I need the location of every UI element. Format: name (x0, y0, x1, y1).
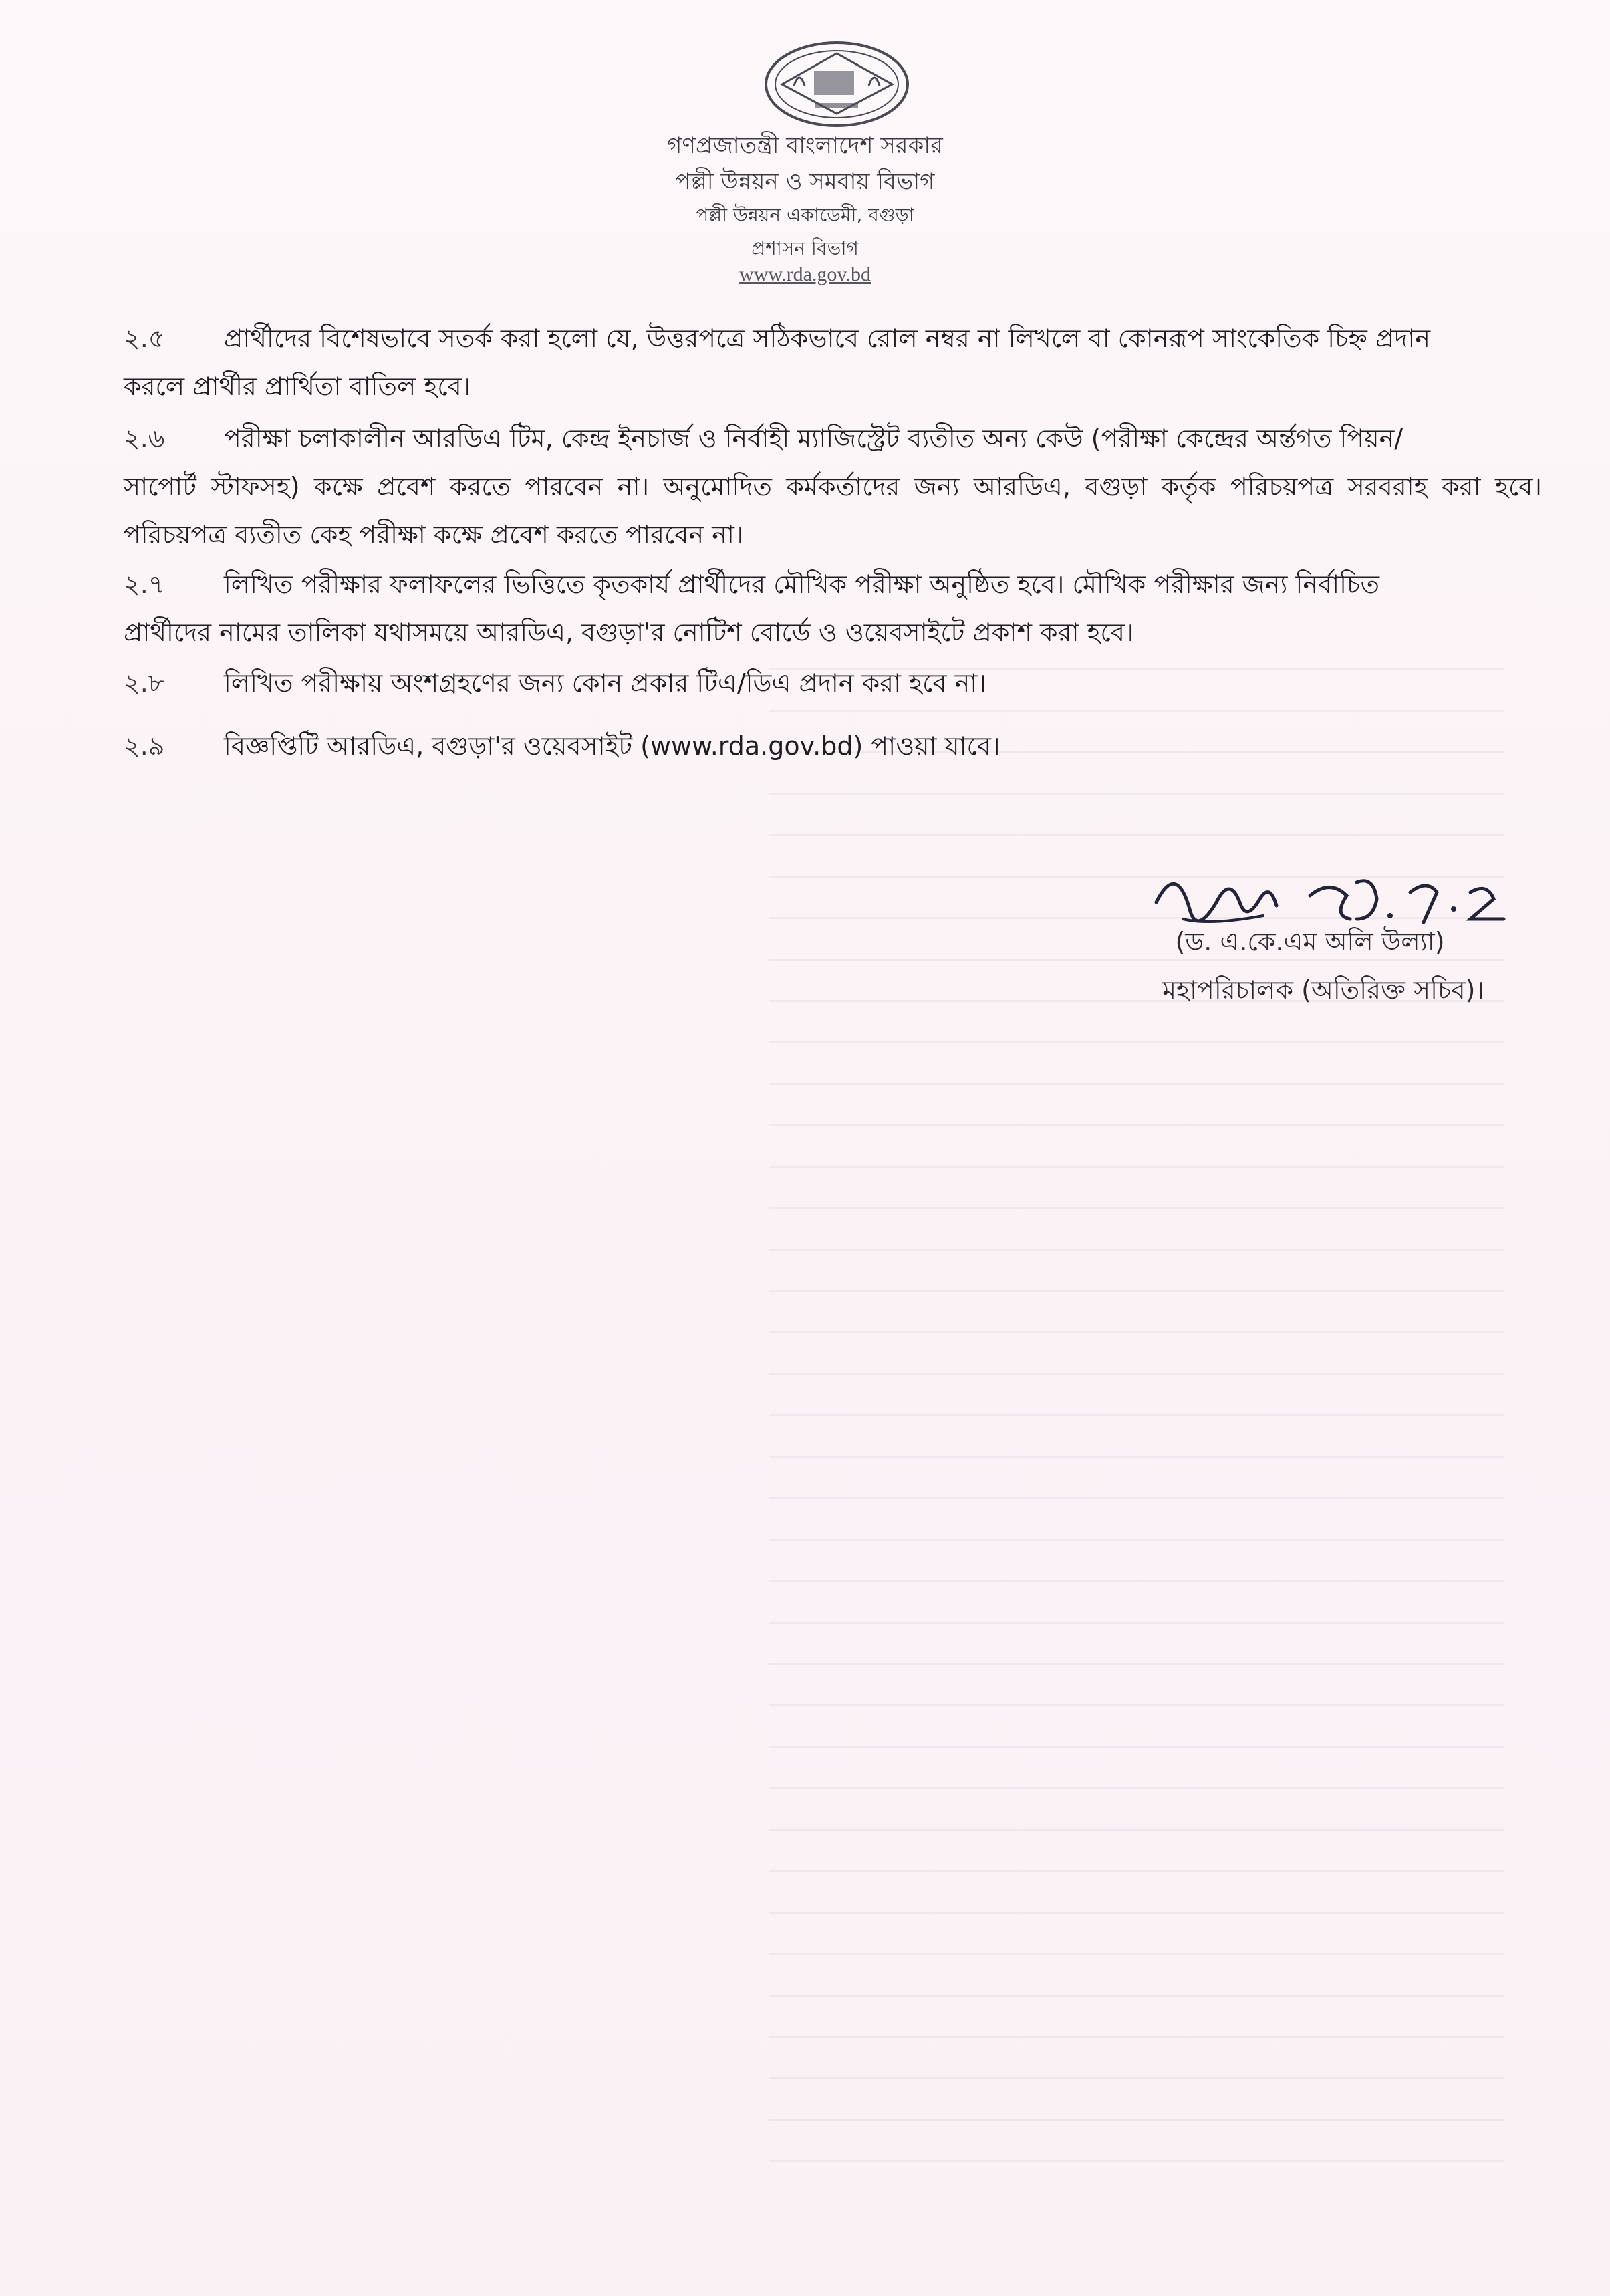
clause-2-8 (124, 659, 1542, 707)
clause-text-rest: সাপোর্ট স্টাফসহ) কক্ষে প্রবেশ করতে পারবেন না। অনুমোদিত কর্মকর্তাদের জন্য আরডিএ, বগুড়া কর্তৃক পরিচয়পত্র সরবরাহ করা হবে। পরিচয়পত্র ব্যতীত কেহ পরীক্ষা কক্ষে প্রবেশ করতে পারবেন না। (124, 472, 1542, 549)
clause-text-rest: করলে প্রার্থীর প্রার্থিতা বাতিল হবে। (124, 372, 471, 401)
clause-2-9 (124, 722, 1542, 770)
clause-text-first: বিজ্ঞপ্তিটি আরডিএ, বগুড়া'র ওয়েবসাইট (www.rda.gov.bd) পাওয়া যাবে। (224, 731, 1000, 761)
clause-number: ২.৮ (124, 668, 165, 698)
clause-number: ২.৭ (124, 569, 165, 599)
header-website-link[interactable]: www.rda.gov.bd (739, 263, 871, 285)
clause-number: ২.৯ (124, 731, 165, 761)
clause-number: ২.৬ (124, 424, 165, 453)
clause-text-first: পরীক্ষা চলাকালীন আরডিএ টিম, কেন্দ্র ইনচার্জ ও নির্বাহী ম্যাজিস্ট্রেট ব্যতীত অন্য কেউ (পরীক্ষা কেন্দ্রের অর্ন্তগত পিয়ন/ (224, 424, 1403, 453)
clause-text-first: লিখিত পরীক্ষার ফলাফলের ভিত্তিতে কৃতকার্য প্রার্থীদের মৌখিক পরীক্ষা অনুষ্ঠিত হবে। মৌখিক পরীক্ষার জন্য নির্বাচিত (224, 569, 1380, 599)
header-department: প্রশাসন বিভাগ (751, 237, 859, 259)
clause-text-rest: প্রার্থীদের নামের তালিকা যথাসময়ে আরডিএ, বগুড়া'র নোটিশ বোর্ডে ও ওয়েবসাইটে প্রকাশ করা হবে। (124, 618, 1134, 647)
clause-text-first: প্রার্থীদের বিশেষভাবে সতর্ক করা হলো যে, উত্তরপত্রে সঠিকভাবে রোল নম্বর না লিখলে বা কোনরূপ সাংকেতিক চিহ্ন প্রদান (224, 324, 1431, 353)
clause-number: ২.৫ (124, 324, 165, 353)
clause-2-5 (124, 314, 1542, 410)
header-ministry-division: পল্লী উন্নয়ন ও সমবায় বিভাগ (675, 168, 935, 195)
clause-2-7 (124, 560, 1542, 656)
signatory-title: মহাপরিচালক (অতিরিক্ত সচিব)। (1162, 975, 1485, 1005)
header-government: গণপ্রজাতন্ত্রী বাংলাদেশ সরকার (667, 132, 943, 159)
signatory-name: (ড. এ.কে.এম অলি উল্যা) (1175, 927, 1445, 956)
clause-text-first: লিখিত পরীক্ষায় অংশগ্রহণের জন্য কোন প্রকার টিএ/ডিএ প্রদান করা হবে না। (224, 668, 986, 698)
government-emblem-logo (762, 39, 912, 129)
clause-2-6 (124, 414, 1542, 559)
header-academy: পল্লী উন্নয়ন একাডেমী, বগুড়া (696, 204, 914, 226)
